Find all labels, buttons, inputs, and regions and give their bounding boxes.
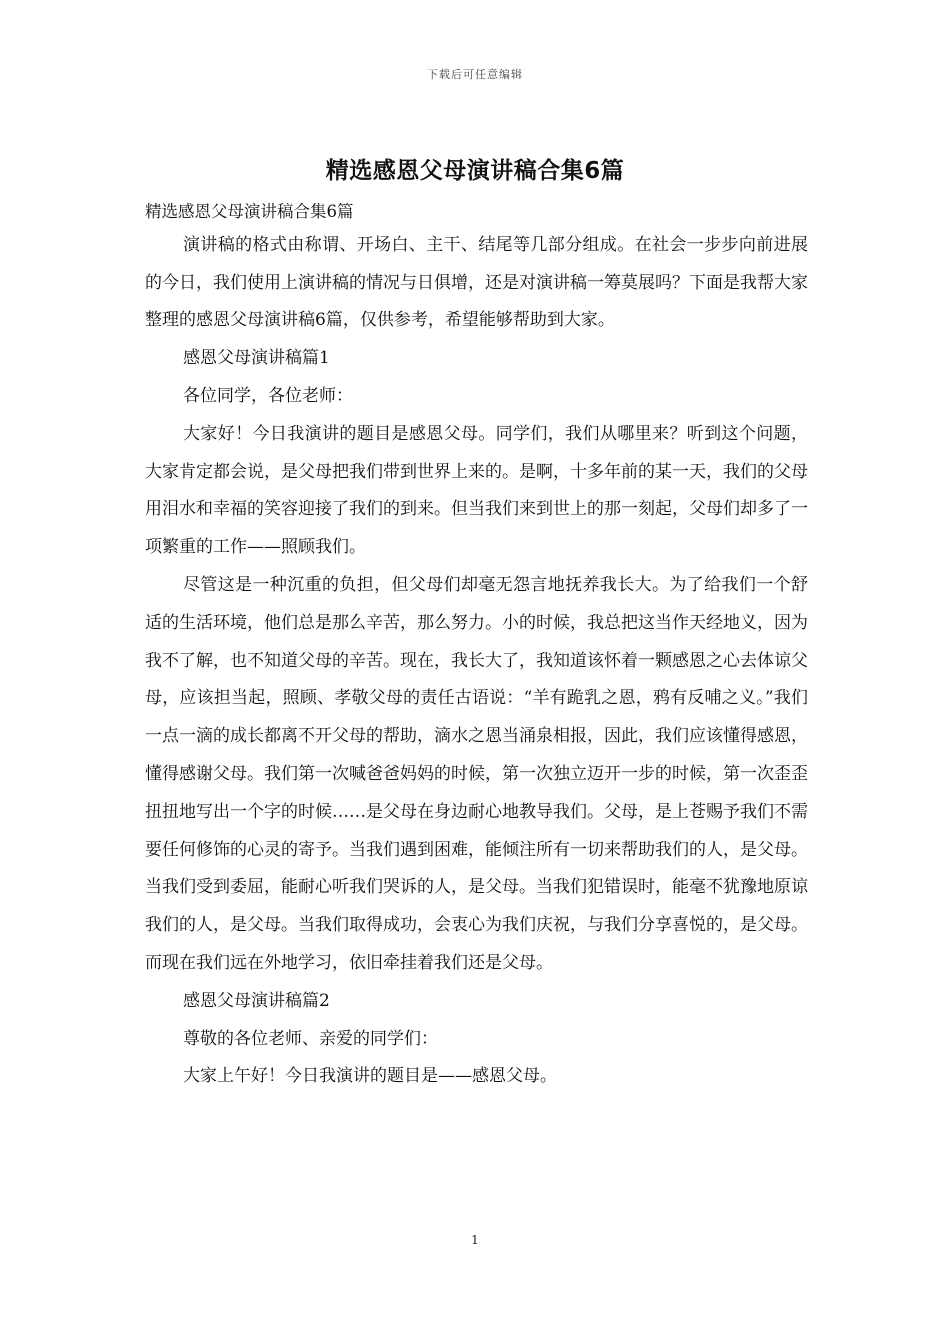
page-header: 下载后可任意编辑 (427, 68, 523, 81)
document-body (145, 198, 808, 1096)
speech-1-heading: 感恩父母演讲稿篇1 (183, 348, 330, 369)
speech-1-paragraph: 尽管这是一种沉重的负担，但父母们却毫无怨言地抚养我长大。为了给我们一个舒适的生活环境，他们总是那么辛苦，那么努力。小的时候，我总把这当作天经地义，因为我不了解，也不知道父母的辛苦。现在，我长大了，我知道该怀着一颗感恩之心去体谅父母，应该担当起，照顾、孝敬父母的责任古语说：“羊有跪乳之恩，鸦有反哺之义。”我们一点一滴的成长都离不开父母的帮助，滴水之恩当涌泉相报，因此，我们应该懂得感恩，懂得感谢父母。我们第一次喊爸爸妈妈的时候，第一次独立迈开一步的时候，第一次歪歪扭扭地写出一个字的时候……是父母在身边耐心地教导我们。父母，是上苍赐予我们不需要任何修饰的心灵的寄予。当我们遇到困难，能倾注所有一切来帮助我们的人，是父母。当我们受到委屈，能耐心听我们哭诉的人，是父母。当我们犯错误时，能毫不犹豫地原谅我们的人，是父母。当我们取得成功，会衷心为我们庆祝，与我们分享喜悦的，是父母。而现在我们远在外地学习，依旧牵挂着我们还是父母。 (145, 574, 808, 973)
speech-2-heading: 感恩父母演讲稿篇2 (183, 990, 330, 1011)
document-subtitle: 精选感恩父母演讲稿合集6篇 (145, 202, 354, 221)
document-title: 精选感恩父母演讲稿合集6篇 (325, 158, 625, 184)
speech-2-paragraph: 大家上午好！今日我演讲的题目是——感恩父母。 (183, 1066, 557, 1087)
page-number: 1 (471, 1233, 479, 1247)
speech-1-salutation: 各位同学，各位老师： (183, 385, 353, 406)
speech-1-paragraph: 大家好！今日我演讲的题目是感恩父母。同学们，我们从哪里来？听到这个问题，大家肯定都会说，是父母把我们带到世界上来的。是啊，十多年前的某一天，我们的父母用泪水和幸福的笑容迎接了我们的到来。但当我们来到世上的那一刻起，父母们却多了一项繁重的工作——照顾我们。 (145, 423, 808, 558)
intro-paragraph: 演讲稿的格式由称谓、开场白、主干、结尾等几部分组成。在社会一步步向前进展的今日，我们使用上演讲稿的情况与日俱增，还是对演讲稿一筹莫展吗？下面是我帮大家整理的感恩父母演讲稿6篇，仅供参考，希望能够帮助到大家。 (145, 234, 808, 331)
speech-2-salutation: 尊敬的各位老师、亲爱的同学们： (183, 1028, 438, 1049)
